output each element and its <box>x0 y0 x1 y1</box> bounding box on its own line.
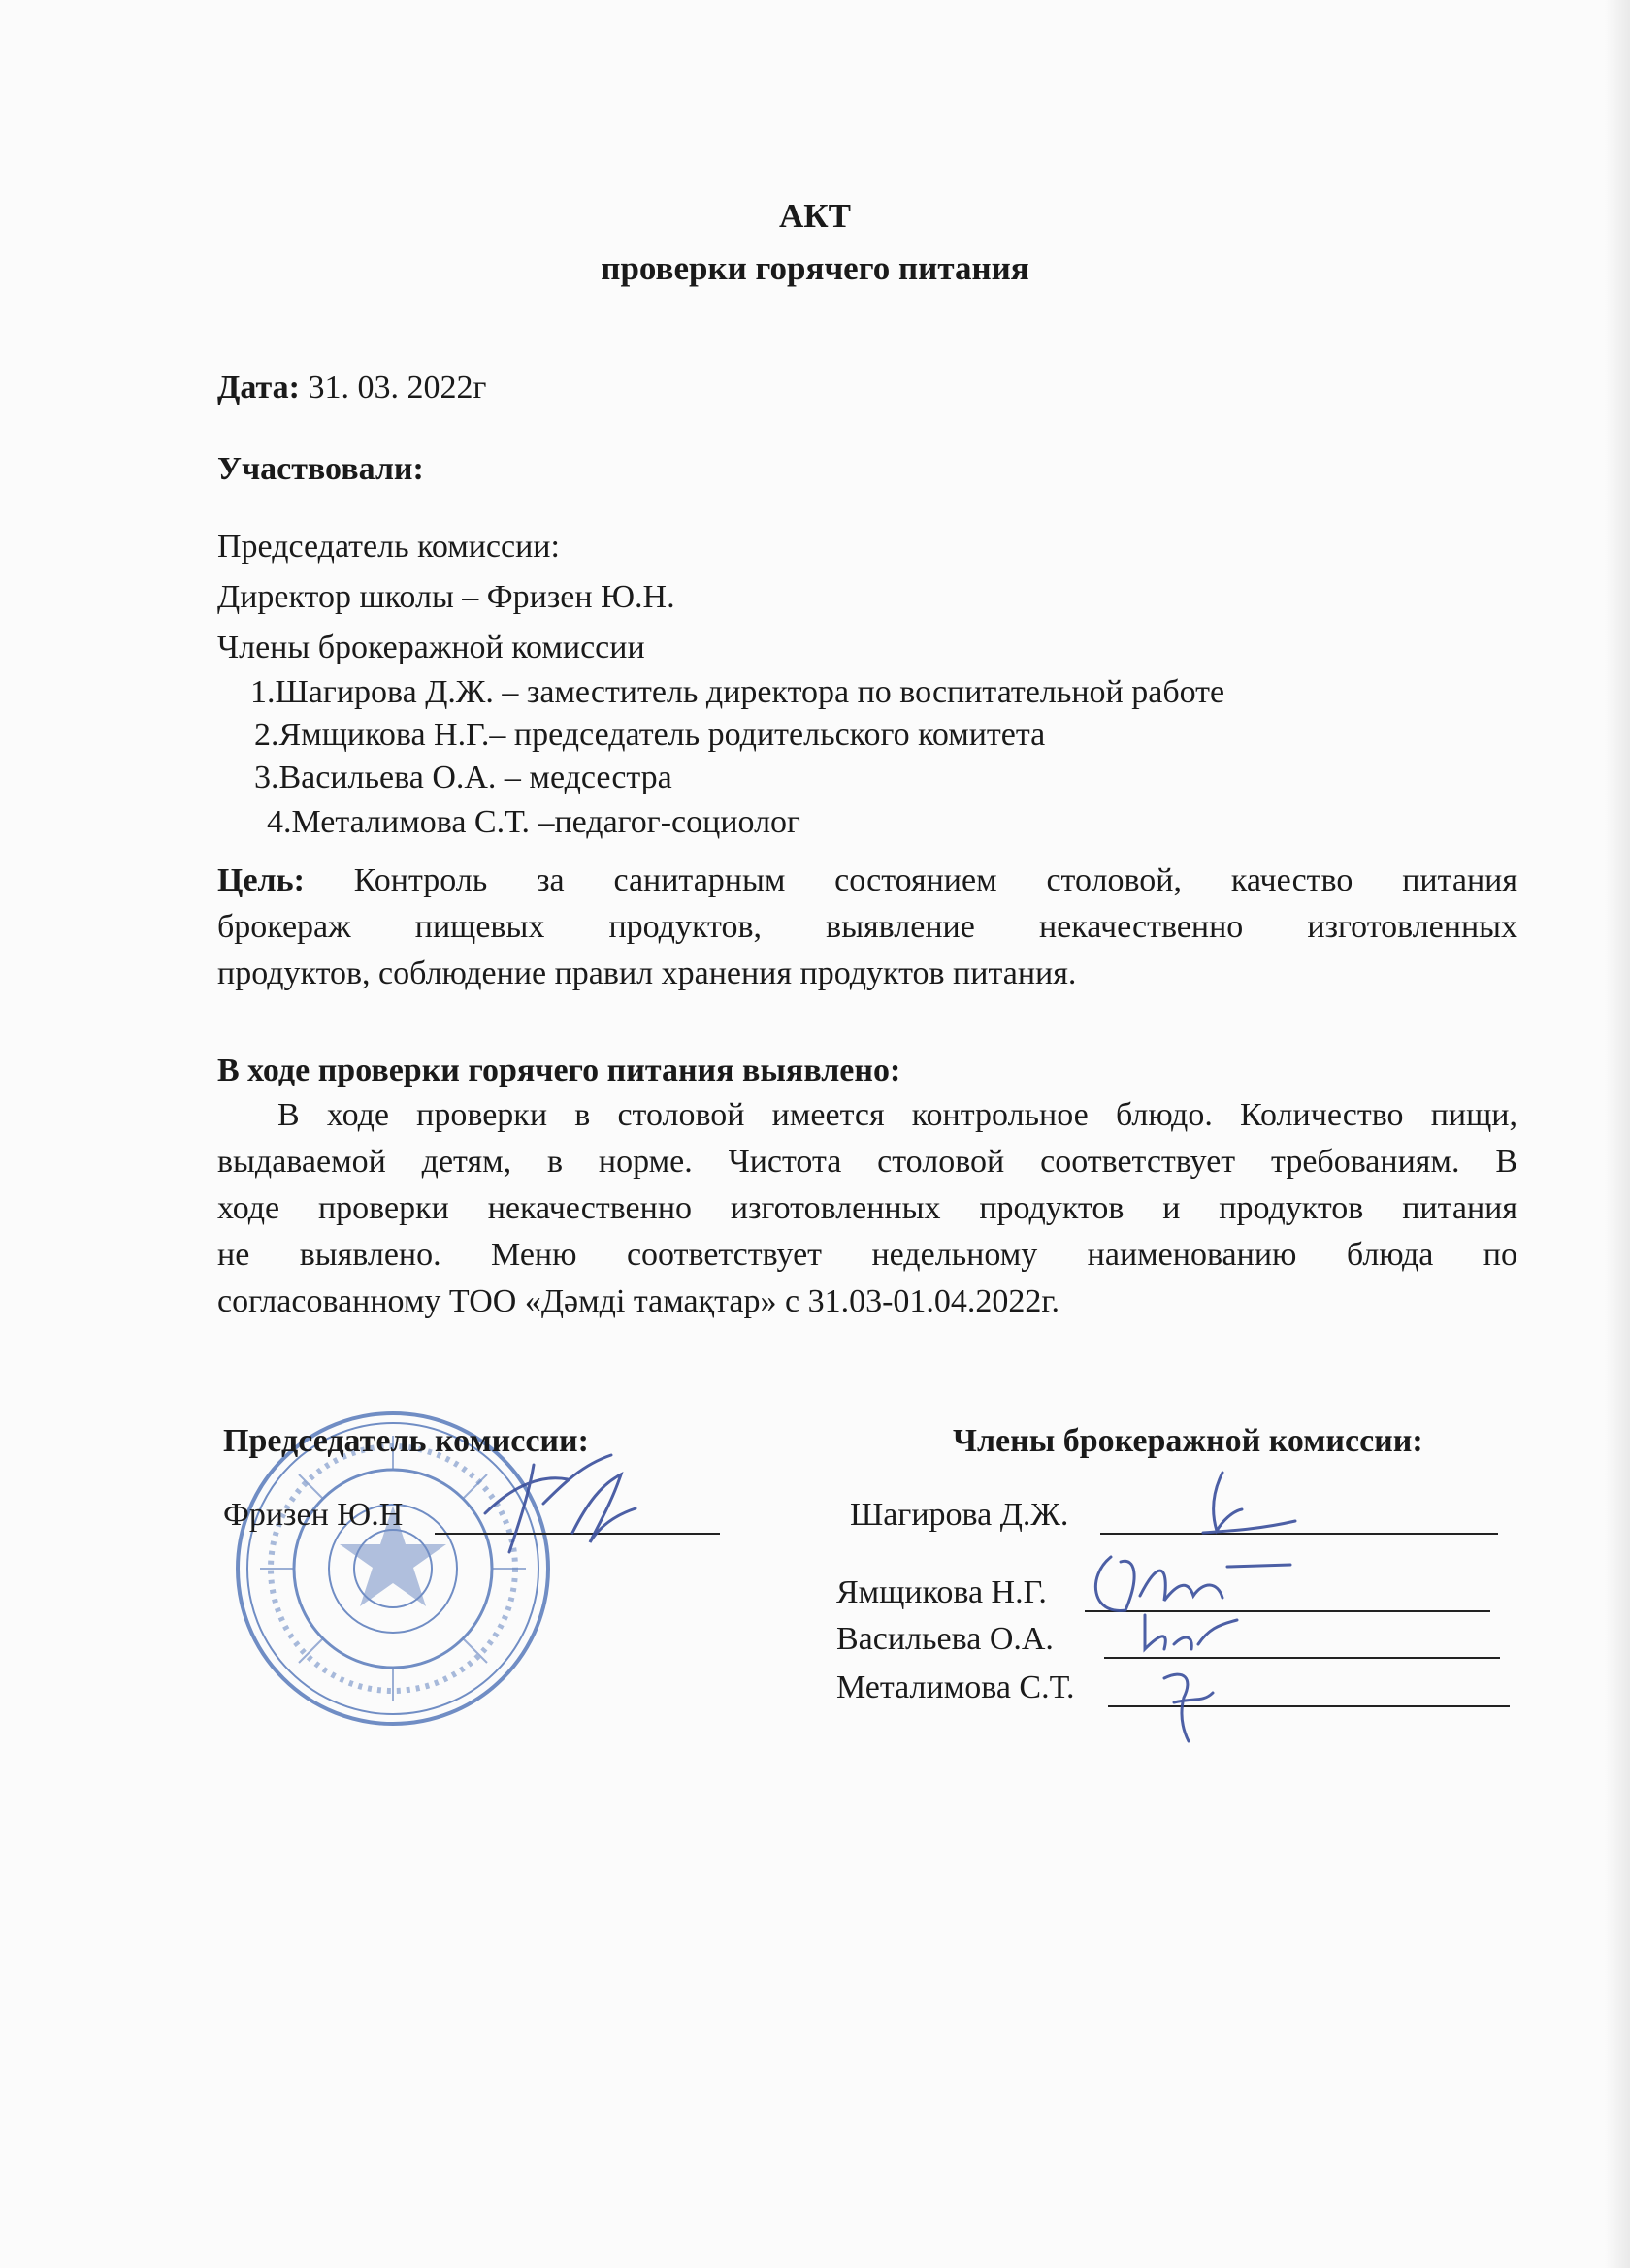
sign-member-name: Васильева О.А. <box>836 1621 1054 1657</box>
member-item: 3.Васильева О.А. – медсестра <box>254 760 672 795</box>
findings-text-line: В ходе проверки в столовой имеется контрольное блюдо. Количество пищи, <box>277 1097 1517 1133</box>
participants-label: Участвовали: <box>217 451 424 487</box>
findings-text-line: выдаваемой детям, в норме. Чистота столовой соответствует требованиям. В <box>217 1144 1517 1180</box>
document-subtitle: проверки горячего питания <box>601 249 1029 287</box>
sign-member-name: Шагирова Д.Ж. <box>850 1497 1069 1533</box>
chair-signature <box>475 1445 640 1562</box>
sign-member-name: Металимова С.Т. <box>836 1669 1075 1705</box>
member-item: 4.Металимова С.Т. –педагог-социолог <box>267 804 800 840</box>
member-signature <box>1145 1659 1232 1746</box>
findings-text-line: согласованному ТОО «Дәмді тамақтар» с 31.03-01.04.2022г. <box>217 1283 1060 1319</box>
date-label: Дата: <box>217 370 300 405</box>
member-signature <box>1135 1605 1242 1664</box>
date-row <box>217 367 486 409</box>
sign-chair-name: Фризен Ю.Н <box>223 1497 404 1533</box>
member-item: 1.Шагирова Д.Ж. – заместитель директора по воспитательной работе <box>250 674 1225 710</box>
director-line: Директор школы – Фризен Ю.Н. <box>217 579 675 615</box>
goal-paragraph <box>217 858 1517 997</box>
sign-members-label: Члены брокеражной комиссии: <box>953 1423 1423 1459</box>
members-label: Члены брокеражной комиссии <box>217 630 645 665</box>
sign-chair-label: Председатель комиссии: <box>223 1423 589 1459</box>
goal-text-line: продуктов, соблюдение правил хранения продуктов питания. <box>217 956 1077 991</box>
findings-text-line: не выявлено. Меню соответствует недельному наименованию блюда по <box>217 1237 1517 1273</box>
date-value: 31. 03. 2022г <box>299 370 487 405</box>
goal-text-line: Контроль за санитарным состоянием столовой, качество питания <box>304 862 1517 898</box>
findings-label: В ходе проверки горячего питания выявлено: <box>217 1053 901 1088</box>
member-item: 2.Ямщикова Н.Г.– председатель родительского комитета <box>254 717 1046 753</box>
document-title: АКТ <box>779 197 851 235</box>
findings-paragraph <box>217 1092 1517 1325</box>
goal-label: Цель: <box>217 862 305 898</box>
scan-edge-shadow <box>1605 0 1630 2268</box>
findings-text-line: ходе проверки некачественно изготовленных продуктов и продуктов питания <box>217 1190 1517 1226</box>
sign-member-name: Ямщикова Н.Г. <box>836 1574 1047 1610</box>
chair-label: Председатель комиссии: <box>217 529 560 565</box>
goal-text-line: брокераж пищевых продуктов, выявление некачественно изготовленных <box>217 909 1517 945</box>
